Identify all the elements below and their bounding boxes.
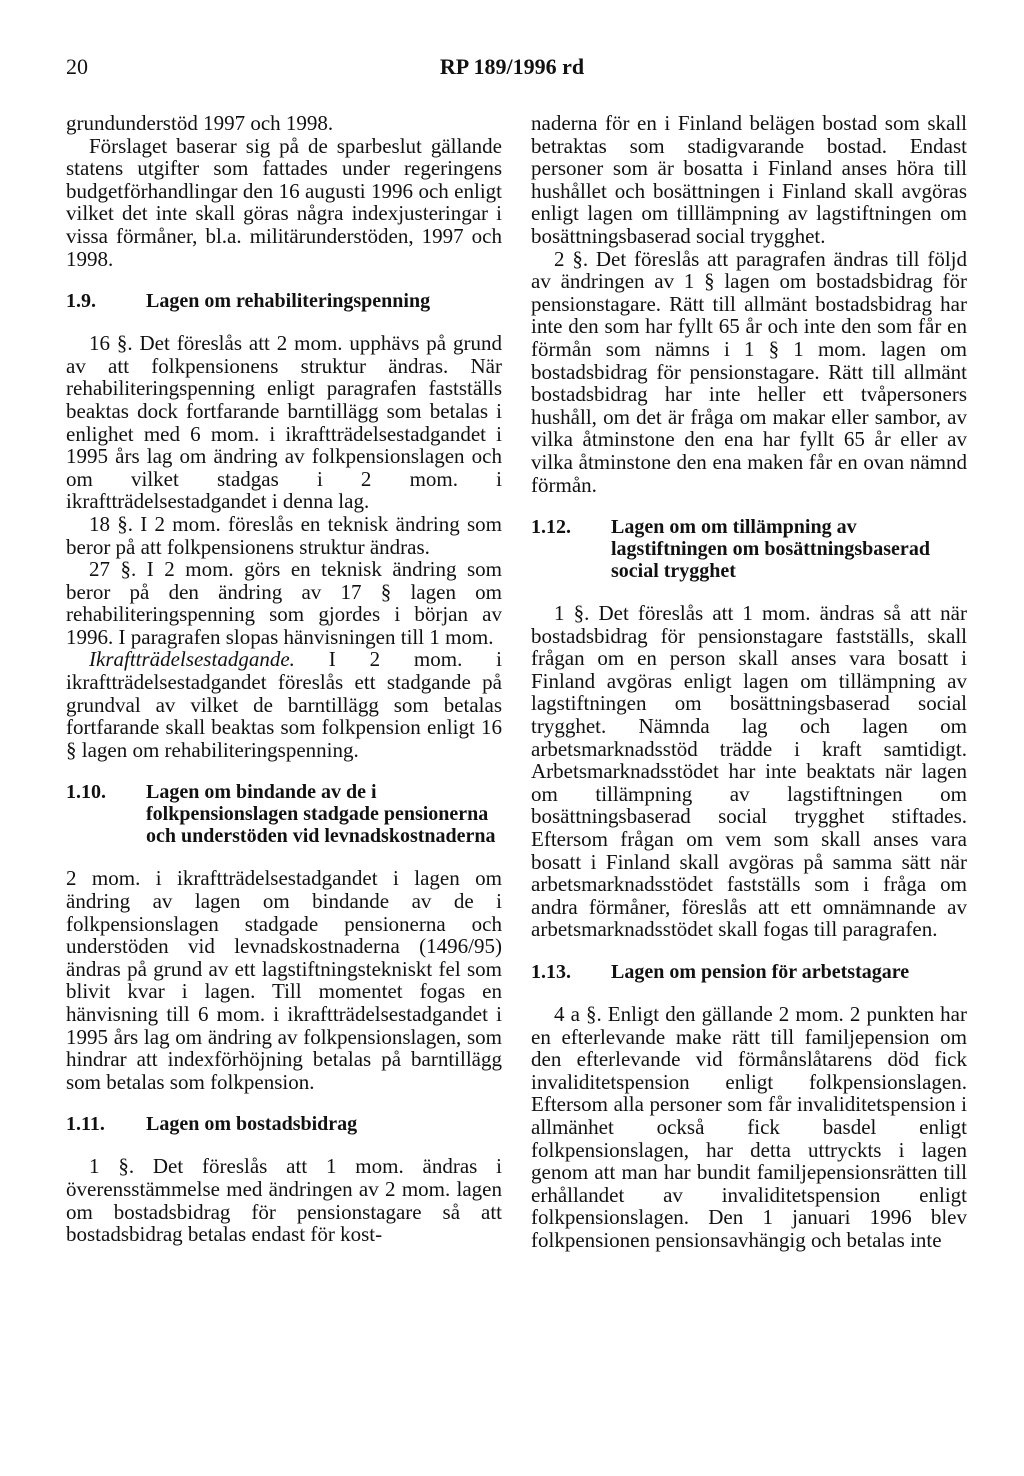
section-title: Lagen om om tillämpning av lagstiftningen om bosättningsbaserad social trygghet [611,516,930,583]
section-number: 1.13. [531,961,571,983]
section-number: 1.10. [66,781,106,804]
section-number: 1.11. [66,1113,105,1136]
paragraph: 18 §. I 2 mom. föreslås en teknisk ändring som beror på att folkpensionens struktur ändras. [66,511,502,559]
paragraph-text: I 2 mom. i ikraftträdelsestadgandet föreslås ett stadgande på grundval av vilket de barntillägg som betalas fortfarande skall beaktas som folkpension enligt 16 § lagen om rehabiliteringspenning. [66,647,502,762]
paragraph: 1 §. Det föreslås att 1 mom. ändras så att när bostadsbidrag för pensionstagare fastställs, skall frågan om en person skall anses vara bosatt i Finland avgöras enligt lagen om tillämpning av lagstiftningen om bosättningsbaserad social trygghet. Nämnda lag och lagen om arbetsmarknadsstöd trädde i kraft samtidigt. Arbetsmarknadsstödet har inte beaktats när lagen om tillämpning av lagstiftningen om bosättningsbaserad social trygghet stiftades. Eftersom frågan om vem som skall anses vara bosatt i Finland skall avgöras på samma sätt när arbetsmarknadsstödet fastställs som i fråga om andra förmåner, föreslås att ett omnämnande av arbetsmarknadsstödet skall fogas till paragrafen. [531,601,967,942]
paragraph: Förslaget baserar sig på de sparbeslut gällande statens utgifter som fattades under regeringens budgetförhandlingar den 16 augusti 1996 och enligt vilket det inte skall göras några indexjusteringar i vissa förmåner, bl.a. militärunderstöden, 1997 och 1998. [66,133,502,271]
page-number: 20 [66,54,88,79]
italic-lead: Ikraftträdelsestadgande. [89,647,295,672]
paragraph: 4 a §. Enligt den gällande 2 mom. 2 punkten har en efterlevande make rätt till familjepension om den efterlevande vid förmånslåtarens död fick invaliditetspension enligt folkpensionslagen. Eftersom alla personer som får invaliditetspension i allmänhet också fick basdel enligt folkpensionslagen, har detta uttryckts i lagen genom att man har bundit familjepensionsrätten till erhållandet av invaliditetspension enligt folkpensionslagen. Den 1 januari 1996 blev folkpensionen pensionsavhängig och betalas inte [531,1002,967,1252]
left-column [66,112,502,1246]
section-title: Lagen om bostadsbidrag [146,1113,358,1136]
right-column [531,112,967,1252]
paragraph: 16 §. Det föreslås att 2 mom. upphävs på grund av att folkpensionens struktur ändras. När rehabiliteringspenning enligt paragrafen fastställs beaktas dock fortfarande barntillägg som betalas i enlighet med 6 mom. i ikraftträdelsestadgandet i 1995 års lag om ändring av folkpensionslagen och om vilket stadgas i 2 mom. i ikraftträdelsestadgandet i denna lag. [66,331,502,514]
paragraph: naderna för en i Finland belägen bostad som skall betraktas som stadigvarande bostad. Endast personer som är bosatta i Finland anses höra till hushållet och bosättningen i Finland skall avgöras enligt lagen om tilllämpning av lagstiftningen om bosättningsbaserad social trygghet. [531,111,967,248]
section-heading-1-9 [66,290,502,312]
paragraph: 1 §. Det föreslås att 1 mom. ändras i överensstämmelse med ändringen av 2 mom. lagen om bostadsbidrag för pensionstagare så att bostadsbidrag betalas endast för kost- [66,1154,502,1247]
paragraph: grundunderstöd 1997 och 1998. [66,111,334,135]
section-number: 1.9. [66,290,96,313]
section-title: Lagen om bindande av de i folkpensionslagen stadgade pensionerna och understöden vid levnadskostnaderna [146,781,496,848]
running-head: RP 189/1996 rd [439,54,585,79]
paragraph: 27 §. I 2 mom. görs en teknisk ändring som beror på den ändring av 17 § lagen om rehabiliteringspenning som gjordes i början av 1996. I paragrafen slopas hänvisningen till 1 mom. [66,557,502,649]
paragraph: 2 mom. i ikraftträdelsestadgandet i lagen om ändring av lagen om bindande av de i folkpensionslagen stadgade pensionerna och understöden vid levnadskostnaderna (1496/95) ändras på grund av ett lagstiftningstekniskt fel som blivit kvar i lagen. Till momentet fogas en hänvisning till 6 mom. i ikraftträdelsestadgandet i 1995 års lag om ändring av folkpensionslagen, som hindrar att indexförhöjning betalas på barntillägg som betalas som folkpension. [66,866,502,1094]
section-heading-1-10 [66,781,502,847]
section-heading-1-12 [531,516,967,582]
paragraph [66,648,502,761]
paragraph: 2 §. Det föreslås att paragrafen ändras till följd av ändringen av 1 § lagen om bostadsbidrag för pensionstagare. Rätt till allmänt bostadsbidrag har inte den som har fyllt 65 år och inte den som får en förmån som nämns i 1 § 1 mom. lagen om bostadsbidrag för pensionstagare. Rätt till allmänt bostadsbidrag har inte heller ett tvåpersoners hushåll, om det är fråga om makar eller sambor, av vilka åtminstone den ena har fyllt 65 år eller av vilka åtminstone den ena maken får en ovan nämnd förmån. [531,246,967,497]
section-number: 1.12. [531,516,571,539]
section-title: Lagen om rehabiliteringspenning [146,290,431,313]
section-title: Lagen om pension för arbetstagare [611,961,910,983]
section-heading-1-13 [531,961,967,983]
section-heading-1-11 [66,1113,502,1135]
